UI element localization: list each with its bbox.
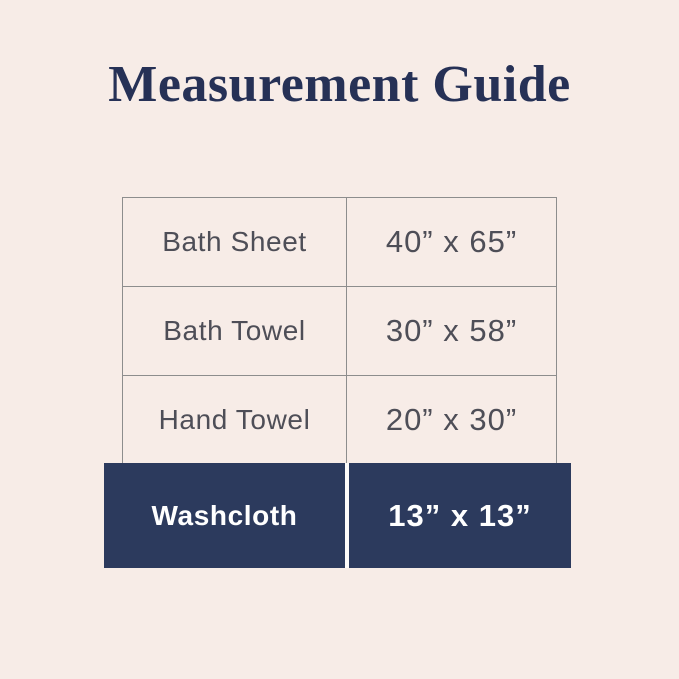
row-size: 20” x 30” <box>385 402 518 437</box>
row-size: 40” x 65” <box>385 224 518 259</box>
highlight-row-washcloth <box>104 463 571 568</box>
row-label: Hand Towel <box>123 376 347 464</box>
page-title: Measurement Guide <box>108 56 571 113</box>
row-label: Bath Sheet <box>123 198 347 286</box>
highlight-row-size: 13” x 13” <box>349 463 571 568</box>
row-size: 30” x 58” <box>385 313 518 348</box>
table-row <box>123 286 556 375</box>
row-label: Bath Towel <box>123 287 347 375</box>
table-row <box>123 375 556 464</box>
table-row <box>123 198 556 286</box>
highlight-row-label: Washcloth <box>104 463 345 568</box>
size-table <box>122 197 557 465</box>
